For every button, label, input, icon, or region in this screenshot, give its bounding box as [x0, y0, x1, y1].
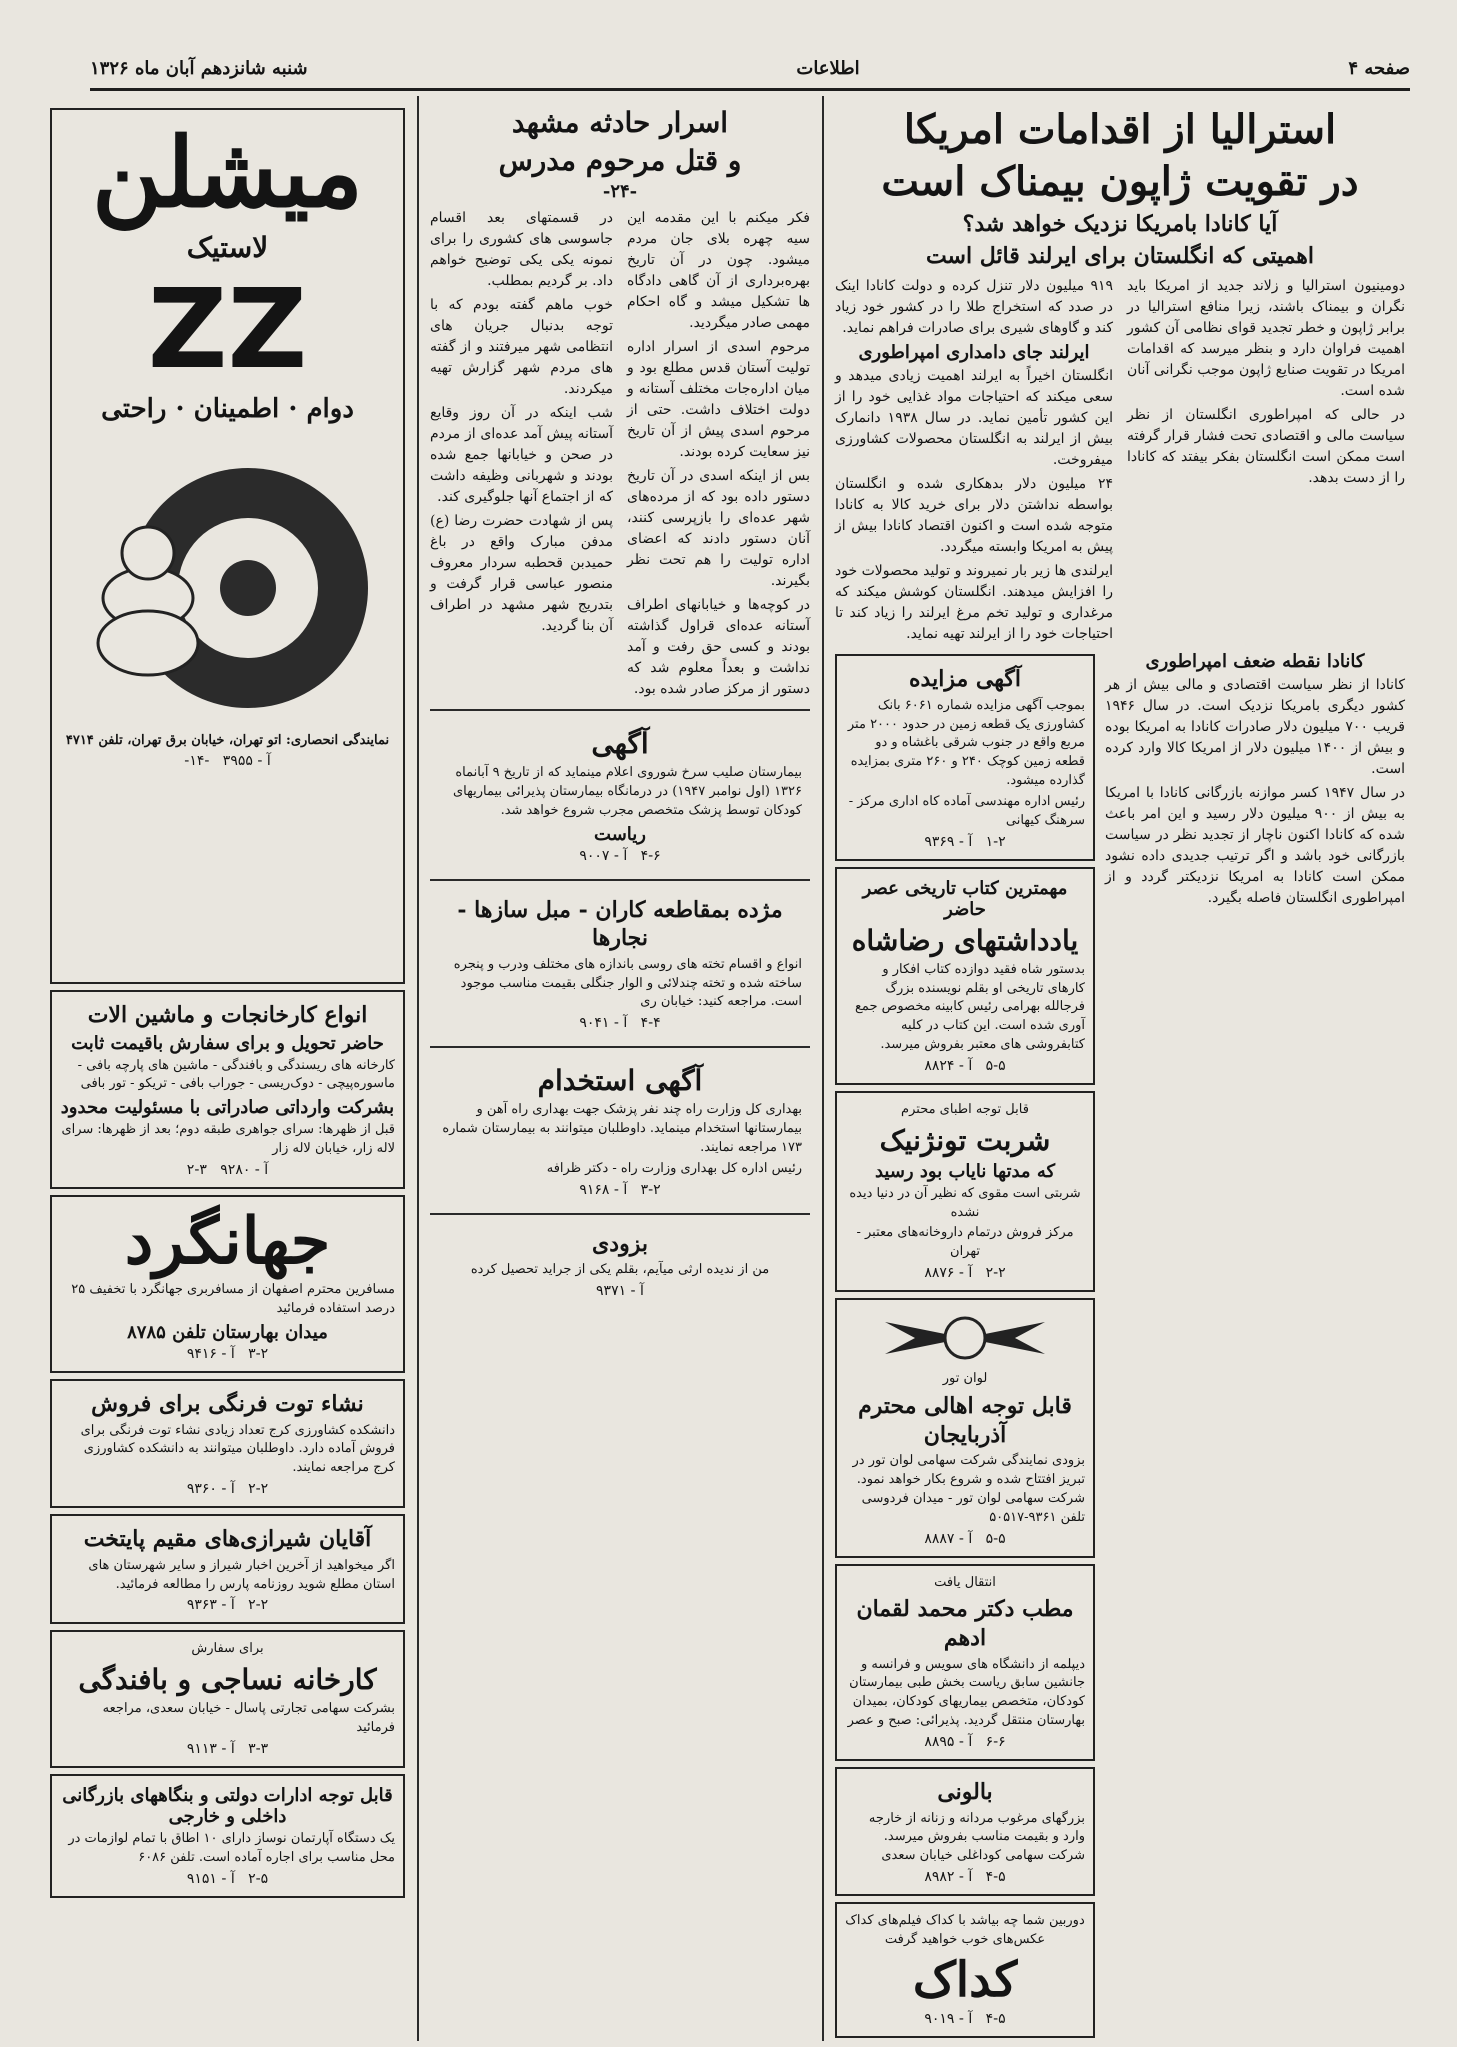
mashhad-paragraph: شب اینکه در آن روز وقایع آستانه پیش آمد عده‌ای از مردم در صحن و خیابانها جمع شده بودند و شهربانی وظیفه داشت که از اجتماع آنها جلوگیری کند.	[430, 405, 613, 505]
syrup-line-2: شربتی است مقوی که نظیر آن در دنیا دیده نشده	[849, 1185, 1081, 1220]
ad-ref: ۵-۵ آ - ۸۸۸۷	[924, 1530, 1006, 1547]
winged-logo-icon	[875, 1310, 1055, 1366]
right-ads-stack	[835, 648, 1095, 2041]
australia-paragraph: انگلستان اخیراً به ایرلند اهمیت زیادی میدهد و سعی میکند که احتیاجات مواد غذایی خود را از این کشور تأمین نماید. در سال ۱۹۳۸ دانمارک بیش از ایرلند به انگلستان محصولات کشاورزی میفروخت.	[835, 368, 1113, 469]
divider	[430, 879, 810, 881]
jahangard-title: جهانگرد	[124, 1203, 331, 1279]
auction-title: آگهی مزایده	[909, 666, 1021, 693]
australia-paragraph: ۹۱۹ میلیون دلار تنزل کرده و دولت کانادا اینک در صدد که استخراج طلا را در کشور خود زیاد کند و گاوهای شیری برای صادرات فراهم نماید.	[835, 278, 1113, 337]
slogan-reliability: اطمینان	[193, 393, 280, 424]
ad-ref: ۲-۲ آ - ۹۳۶۳	[186, 1597, 269, 1614]
canada-subhead: کانادا نقطه ضعف امپراطوری	[1145, 651, 1365, 673]
hospital-title: آگهی	[591, 727, 649, 760]
ad-ref: ۳-۲ آ - ۹۱۶۸	[579, 1181, 661, 1198]
michelin-slogans: دوام · اطمینان · راحتی	[101, 393, 354, 424]
column-divider	[417, 96, 419, 2041]
mashhad-paragraph: پس از شهادت حضرت رضا (ع) مدفن مبارک واقع در باغ حمیدبن قحطبه سردار معروف منصور عباسی قرار گرفت و بتدریج شهر مشهد در اطراف آن بنا گردید.	[430, 513, 613, 634]
mashhad-paragraph: در قسمتهای بعد اقسام جاسوسی های کشوری را برای نمونه یکی یکی توضیح خواهم داد. بر گردیم بمطلب.	[430, 210, 613, 289]
doctor-body: دیپلمه از دانشگاه های سویس و فرانسه و جانشین سابق ریاست بخش طبی بیمارستان کودکان، متخصص بیماریهای کودکان، بمیدان بهارستان منتقل گردید. پذیرائی: صبح و عصر	[847, 1656, 1085, 1729]
jahangard-line-1: مسافرین محترم اصفهان از مسافربری جهانگرد با تخفیف ۲۵ درصد استفاده فرمائید	[71, 1282, 395, 1317]
textile-ad	[50, 1630, 405, 1768]
auction-ad	[835, 654, 1095, 861]
masthead	[90, 48, 1410, 91]
mashhad-paragraph: خوب ماهم گفته بودم که با توجه بدنبال جریان های انتظامی شهر میرفتند و از گفته های مردم شهر گزارش تهیه میکردند.	[430, 297, 613, 397]
balloni-ad	[835, 1767, 1095, 1896]
kodak-brand: کداک	[912, 1951, 1018, 2008]
ad-ref: ۲-۵ آ - ۹۱۵۱	[186, 1870, 269, 1887]
textile-line-1: بشرکت سهامی تجارتی پاسال - خیابان سعدی، مراجعه فرمائید	[102, 1701, 395, 1736]
mashhad-paragraph: مرحوم اسدی از اسرار اداره تولیت آستان قدس مطلع بود و میان اداره‌جات مختلف آستانه و دولت اختلاف داشت. حتی از مرحوم اسدی پیش از آن تاریخ نیز سعایت کرده بودند.	[627, 339, 810, 460]
soon-title: بزودی	[592, 1230, 648, 1257]
auction-body: بموجب آگهی مزایده شماره ۶۰۶۱ بانک کشاورزی یک قطعه زمین در حدود ۲۰۰۰ متر مربع واقع در جنوب شرقی باغشاه و دو قطعه زمین کوچک ۲۴۰ و ۲۶۰ متری بمزایده گذارده میشود.	[847, 697, 1085, 789]
hospital-sign: ریاست	[594, 823, 646, 845]
contractors-title: مژده بمقاطعه کاران - مبل سازها - نجارها	[457, 896, 783, 952]
michelin-ad	[50, 108, 405, 984]
factories-line-2: کارخانه های ریسندگی و بافندگی - ماشین های پارچه بافی - ماسوره‌پیچی - دوک‌ریسی - جوراب بافی - تریکو - تور بافی	[77, 1057, 395, 1092]
australia-paragraph: کانادا از نظر سیاست اقتصادی و مالی بیش از هر کشور دیگری بامریکا نزدیک است. در سال ۱۹۴۶ قریب ۷۰۰ میلیون دلار صادرات کانادا به امریکا بوده و بیش از ۱۴۰۰ میلیون دلار از امریکا کالا وارد کرده است.	[1105, 677, 1406, 778]
mashhad-headline-1: اسرار حادثه مشهد	[511, 106, 729, 139]
shirazis-ad	[50, 1514, 405, 1624]
ad-ref: ۴-۵ آ - ۸۹۸۲	[924, 1869, 1006, 1886]
azerbaijan-logo-text: لوان تور	[942, 1371, 988, 1387]
azerbaijan-body: بزودی نمایندگی شرکت سهامی لوان تور در تبریز افتتاح شده و شروع بکار خواهد نمود. شرکت سهامی لوان تور - میدان فردوسی تلفن ۹۳۶۱-۵۰۵۱۷	[852, 1453, 1085, 1525]
seedlings-ad	[50, 1379, 405, 1508]
australia-paragraph: ۲۴ میلیون دلار بدهکاری شده و انگلستان بواسطه نداشتن دلار برای خرید کالا به کانادا متوجه شده است و اکنون اقتصاد کانادا بیش از پیش به امریکا وابسته میگردد.	[835, 476, 1113, 556]
australia-paragraph: ایرلندی ها زیر بار نمیروند و تولید محصولات خود را افزایش میدهند. انگلستان کوشش میکند که مرغداری و تولید تخم مرغ ایرلند را زیاد کند تا احتیاجات خود را از ایرلند تهیه نماید.	[835, 563, 1113, 643]
factories-line-3: بشرکت وارداتی صادراتی با مسئولیت محدود	[60, 1097, 395, 1119]
australia-headline-1: استرالیا از اقدامات امریکا	[903, 106, 1337, 153]
australia-headline-2: در تقویت ژاپون بیمناک است	[881, 158, 1359, 205]
factories-address: قبل از ظهرها: سرای جواهری طبقه دوم؛ بعد از ظهرها: سرای لاله زار، خیابان لاله زار	[61, 1122, 395, 1157]
divider	[430, 1213, 810, 1215]
syrup-line-3: مرکز فروش درتمام داروخانه‌های معتبر - تهران	[856, 1225, 1074, 1260]
soon-body: من از ندیده ارثی میآیم، بقلم یکی از جراید تحصیل کرده	[470, 1262, 770, 1278]
ad-ref: ۴-۴ آ - ۹۰۴۱	[579, 1015, 661, 1032]
shirazis-title: آقایان شیرازی‌های مقیم پایتخت	[83, 1526, 372, 1553]
employment-body: بهداری کل وزارت راه چند نفر پزشک جهت بهداری راه آهن و بیمارستانها استخدام مینماید. داوطلبان میتوانند به بیمارستان شماره ۱۷۳ مراجعه نمایند.	[442, 1102, 802, 1155]
australia-continuation	[1105, 648, 1405, 2041]
kodak-ad	[835, 1902, 1095, 2037]
syrup-line-1: که مدتها نایاب بود رسید	[874, 1160, 1056, 1182]
australia-column	[825, 96, 1415, 2041]
ad-ref: ۶-۶ آ - ۸۸۹۵	[924, 1733, 1006, 1750]
australia-headline-3: آیا کانادا بامریکا نزدیک خواهد شد؟	[962, 211, 1278, 237]
mashhad-body	[430, 205, 810, 703]
mashhad-paragraph: فکر میکنم با این مقدمه این سیه چهره بلای جان مردم میشود. چون در آن تاریخ بهره‌برداری از آن گاهی دادگاه ها تشکیل میشد و گاه احکام مهمی صادر میگردید.	[627, 210, 810, 331]
michelin-agency: نمایندگی انحصاری: اتو تهران، خیابان برق تهران، تلفن ۴۷۱۴	[65, 732, 390, 748]
book-title: یادداشتهای رضاشاه	[851, 923, 1079, 957]
ad-ref: ۴-۵ آ - ۹۰۱۹	[924, 2010, 1006, 2027]
balloni-body: بزرگهای مرغوب مردانه و زنانه از خارجه وارد و بقیمت مناسب بفروش میرسد. شرکت سهامی کوداغلی خیابان سعدی	[868, 1810, 1085, 1864]
book-ad	[835, 867, 1095, 1085]
azerbaijan-ad	[835, 1298, 1095, 1557]
contractors-ad	[430, 887, 810, 1041]
michelin-subtitle: لاستیک	[186, 230, 269, 264]
paper-name: اطلاعات	[796, 57, 860, 79]
offices-ad	[50, 1774, 405, 1898]
seedlings-title: نشاء توت فرنگی برای فروش	[91, 1391, 364, 1418]
ad-ref: ۲-۲ آ - ۹۳۶۰	[186, 1481, 269, 1498]
ad-ref: ۳-۳ آ - ۹۱۱۳	[186, 1740, 269, 1757]
doctor-pre: انتقال یافت	[934, 1574, 996, 1590]
australia-body-top	[835, 273, 1405, 648]
michelin-model: ZZ	[147, 264, 308, 393]
azerbaijan-title: قابل توجه اهالی محترم آذربایجان	[858, 1392, 1072, 1448]
australia-headline-4: اهمیتی که انگلستان برای ایرلند قائل است	[925, 242, 1315, 269]
ad-ref: آ - ۹۳۷۱	[596, 1283, 644, 1300]
offices-line-1: یک دستگاه آپارتمان نوساز دارای ۱۰ اطاق با تمام لوازمات در محل مناسب برای اجاره آماده است. تلفن ۶۰۸۶	[68, 1830, 395, 1865]
column-divider	[822, 96, 824, 2041]
ad-ref: ۳-۲ آ - ۹۴۱۶	[186, 1346, 269, 1363]
ad-ref: آ - ۹۲۸۰ ۳-۲	[186, 1161, 269, 1178]
michelin-tire-illustration-icon	[78, 428, 378, 728]
slogan-comfort: راحتی	[101, 393, 167, 424]
jahangard-line-2: میدان بهارستان تلفن ۸۷۸۵	[127, 1322, 328, 1344]
mashhad-headline-2: و قتل مرحوم مدرس	[498, 144, 742, 177]
book-body: بدستور شاه فقید دوازده کتاب افکار و کارهای تاریخی او بقلم نویسنده بزرگ فرجالله بهرامی رئیس کابینه مخصوص جمع آوری شده است. این کتاب در کلیه کتابفروشی های معتبر بفروش میرسد.	[855, 961, 1085, 1053]
syrup-pre: قابل توجه اطبای محترم	[901, 1101, 1029, 1117]
hospital-body: بیمارستان صلیب سرخ شوروی اعلام مینماید که از تاریخ ۹ آبانماه ۱۳۲۶ (اول نوامبر ۱۹۴۷) در درمانگاه بیمارستان پذیرائی بیماریهای کودکان توسط پزشک متخصص مجرب شروع خواهد شد.	[452, 765, 802, 818]
michelin-title: میشلن	[92, 116, 363, 229]
soon-ad	[430, 1221, 810, 1308]
australia-paragraph: در سال ۱۹۴۷ کسر موازنه بازرگانی کانادا با امریکا به بیش از ۹۰۰ میلیون دلار رسید و این امر باعث شده که کانادا اکنون ناچار از تجدید نظر در سیاست بازرگانی خود باشد و اگر ترتیب جدیدی داده نشود ممکن است کانادا به امریکا نزدیکتر گردد و از امپراطوری انگلستان فاصله بگیرد.	[1105, 785, 1406, 907]
doctor-title: مطب دکتر محمد لقمان ادهم	[856, 1596, 1074, 1651]
ad-ref: ۵-۵ آ - ۸۸۲۴	[924, 1057, 1006, 1074]
ad-ref: آ - ۳۹۵۵ -۱۴-	[184, 753, 271, 770]
kodak-tagline: دوربین شما چه بیاشد با کداک فیلم‌های کداک عکس‌های خوب خواهید گرفت	[845, 1913, 1085, 1947]
australia-paragraph: دومینیون استرالیا و زلاند جدید از امریکا باید نگران و بیمناک باشند، زیرا منافع استرالیا در برابر ژاپون و خطر تجدید قوای نظامی آن کشور اهمیت فراوان دارد و بنظر میرسد که اقدامات امریکا در تقویت صنایع ژاپون موجب نگرانی آنان شده است.	[1127, 278, 1405, 400]
mashhad-paragraph: بس از اینکه اسدی در آن تاریخ دستور داده بود که از مرده‌های شهر عده‌ای را بازپرسی کنند، آنان دستور دادند که اعضای اداره تولیت را هم تحت نظر بگیرند.	[627, 468, 810, 589]
auction-sign: رئیس اداره مهندسی آماده کاه اداری مرکز - سرهنگ کیهانی	[848, 794, 1085, 828]
employment-ad	[430, 1054, 810, 1206]
divider	[430, 1046, 810, 1048]
contractors-body: انواع و اقسام تخته های روسی باندازه های مختلف ودرب و پنجره ساخته شده و تخته چندلائی و الوار جنگلی بقیمت مناسب موجود است. مراجعه کنید: خیابان ری	[453, 956, 802, 1010]
ads-column	[40, 96, 415, 2041]
jahangard-ad	[50, 1195, 405, 1373]
balloni-title: بالونی	[937, 1778, 993, 1805]
ireland-subhead: ایرلند جای دامداری امپراطوری	[858, 342, 1090, 364]
ad-ref: ۱-۲ آ - ۹۳۶۹	[924, 833, 1006, 850]
mashhad-serial: -۲۴-	[602, 181, 638, 202]
hospital-ad	[430, 717, 810, 873]
employment-title: آگهی استخدام	[537, 1064, 703, 1098]
textile-title: کارخانه نساجی و بافندگی	[78, 1663, 377, 1697]
syrup-title: شربت تونژنیک	[879, 1123, 1051, 1157]
mashhad-paragraph: در کوچه‌ها و خیابانهای اطراف آستانه عده‌ای قراول گذاشته بودند و کسی حق رفت و آمد نداشت و بعداً معلوم شد که دستور از مرکز صادر شده بود.	[627, 597, 810, 697]
employment-sign: رئیس اداره کل بهداری وزارت راه - دکتر ظرافه	[546, 1160, 802, 1176]
factories-ad	[50, 990, 405, 1189]
doctor-ad	[835, 1564, 1095, 1761]
ad-ref: ۲-۲ آ - ۸۸۷۶	[924, 1265, 1006, 1282]
offices-title: قابل توجه ادارات دولتی و بنگاههای بازرگانی داخلی و خارجی	[62, 1784, 393, 1827]
page-number: صفحه ۴	[1348, 57, 1410, 79]
right-lower-area	[835, 648, 1405, 2041]
factories-line-1: حاضر تحویل و برای سفارش باقیمت ثابت	[71, 1032, 384, 1054]
book-pre: مهمترین کتاب تاریخی عصر حاضر	[862, 877, 1068, 920]
australia-paragraph: در حالی که امپراطوری انگلستان از نظر سیاست مالی و اقتصادی تحت فشار قرار گرفته است ممکن است انگلستان بفکر بیفتد که کانادا را از دست بدهد.	[1127, 407, 1405, 487]
ad-ref: ۴-۶ آ - ۹۰۰۷	[579, 847, 661, 864]
divider	[430, 709, 810, 711]
factories-title: انواع کارخانجات و ماشین الات	[87, 1002, 368, 1028]
syrup-ad	[835, 1091, 1095, 1292]
mashhad-column	[420, 96, 820, 2041]
seedlings-line-1: دانشکده کشاورزی کرج تعداد زیادی نشاء توت فرنگی برای فروش آماده دارد. داوطلبان میتوانند به دانشکده کشاورزی کرج مراجعه نمایند.	[80, 1422, 395, 1476]
issue-date: شنبه شانزدهم آبان ماه ۱۳۲۶	[90, 57, 308, 79]
textile-pre: برای سفارش	[191, 1641, 264, 1657]
slogan-durability: دوام	[306, 393, 354, 424]
shirazis-line-1: اگر میخواهید از آخرین اخبار شیراز و سایر شهرستان های استان مطلع شوید روزنامه پارس را مطالعه فرمائید.	[88, 1557, 395, 1592]
